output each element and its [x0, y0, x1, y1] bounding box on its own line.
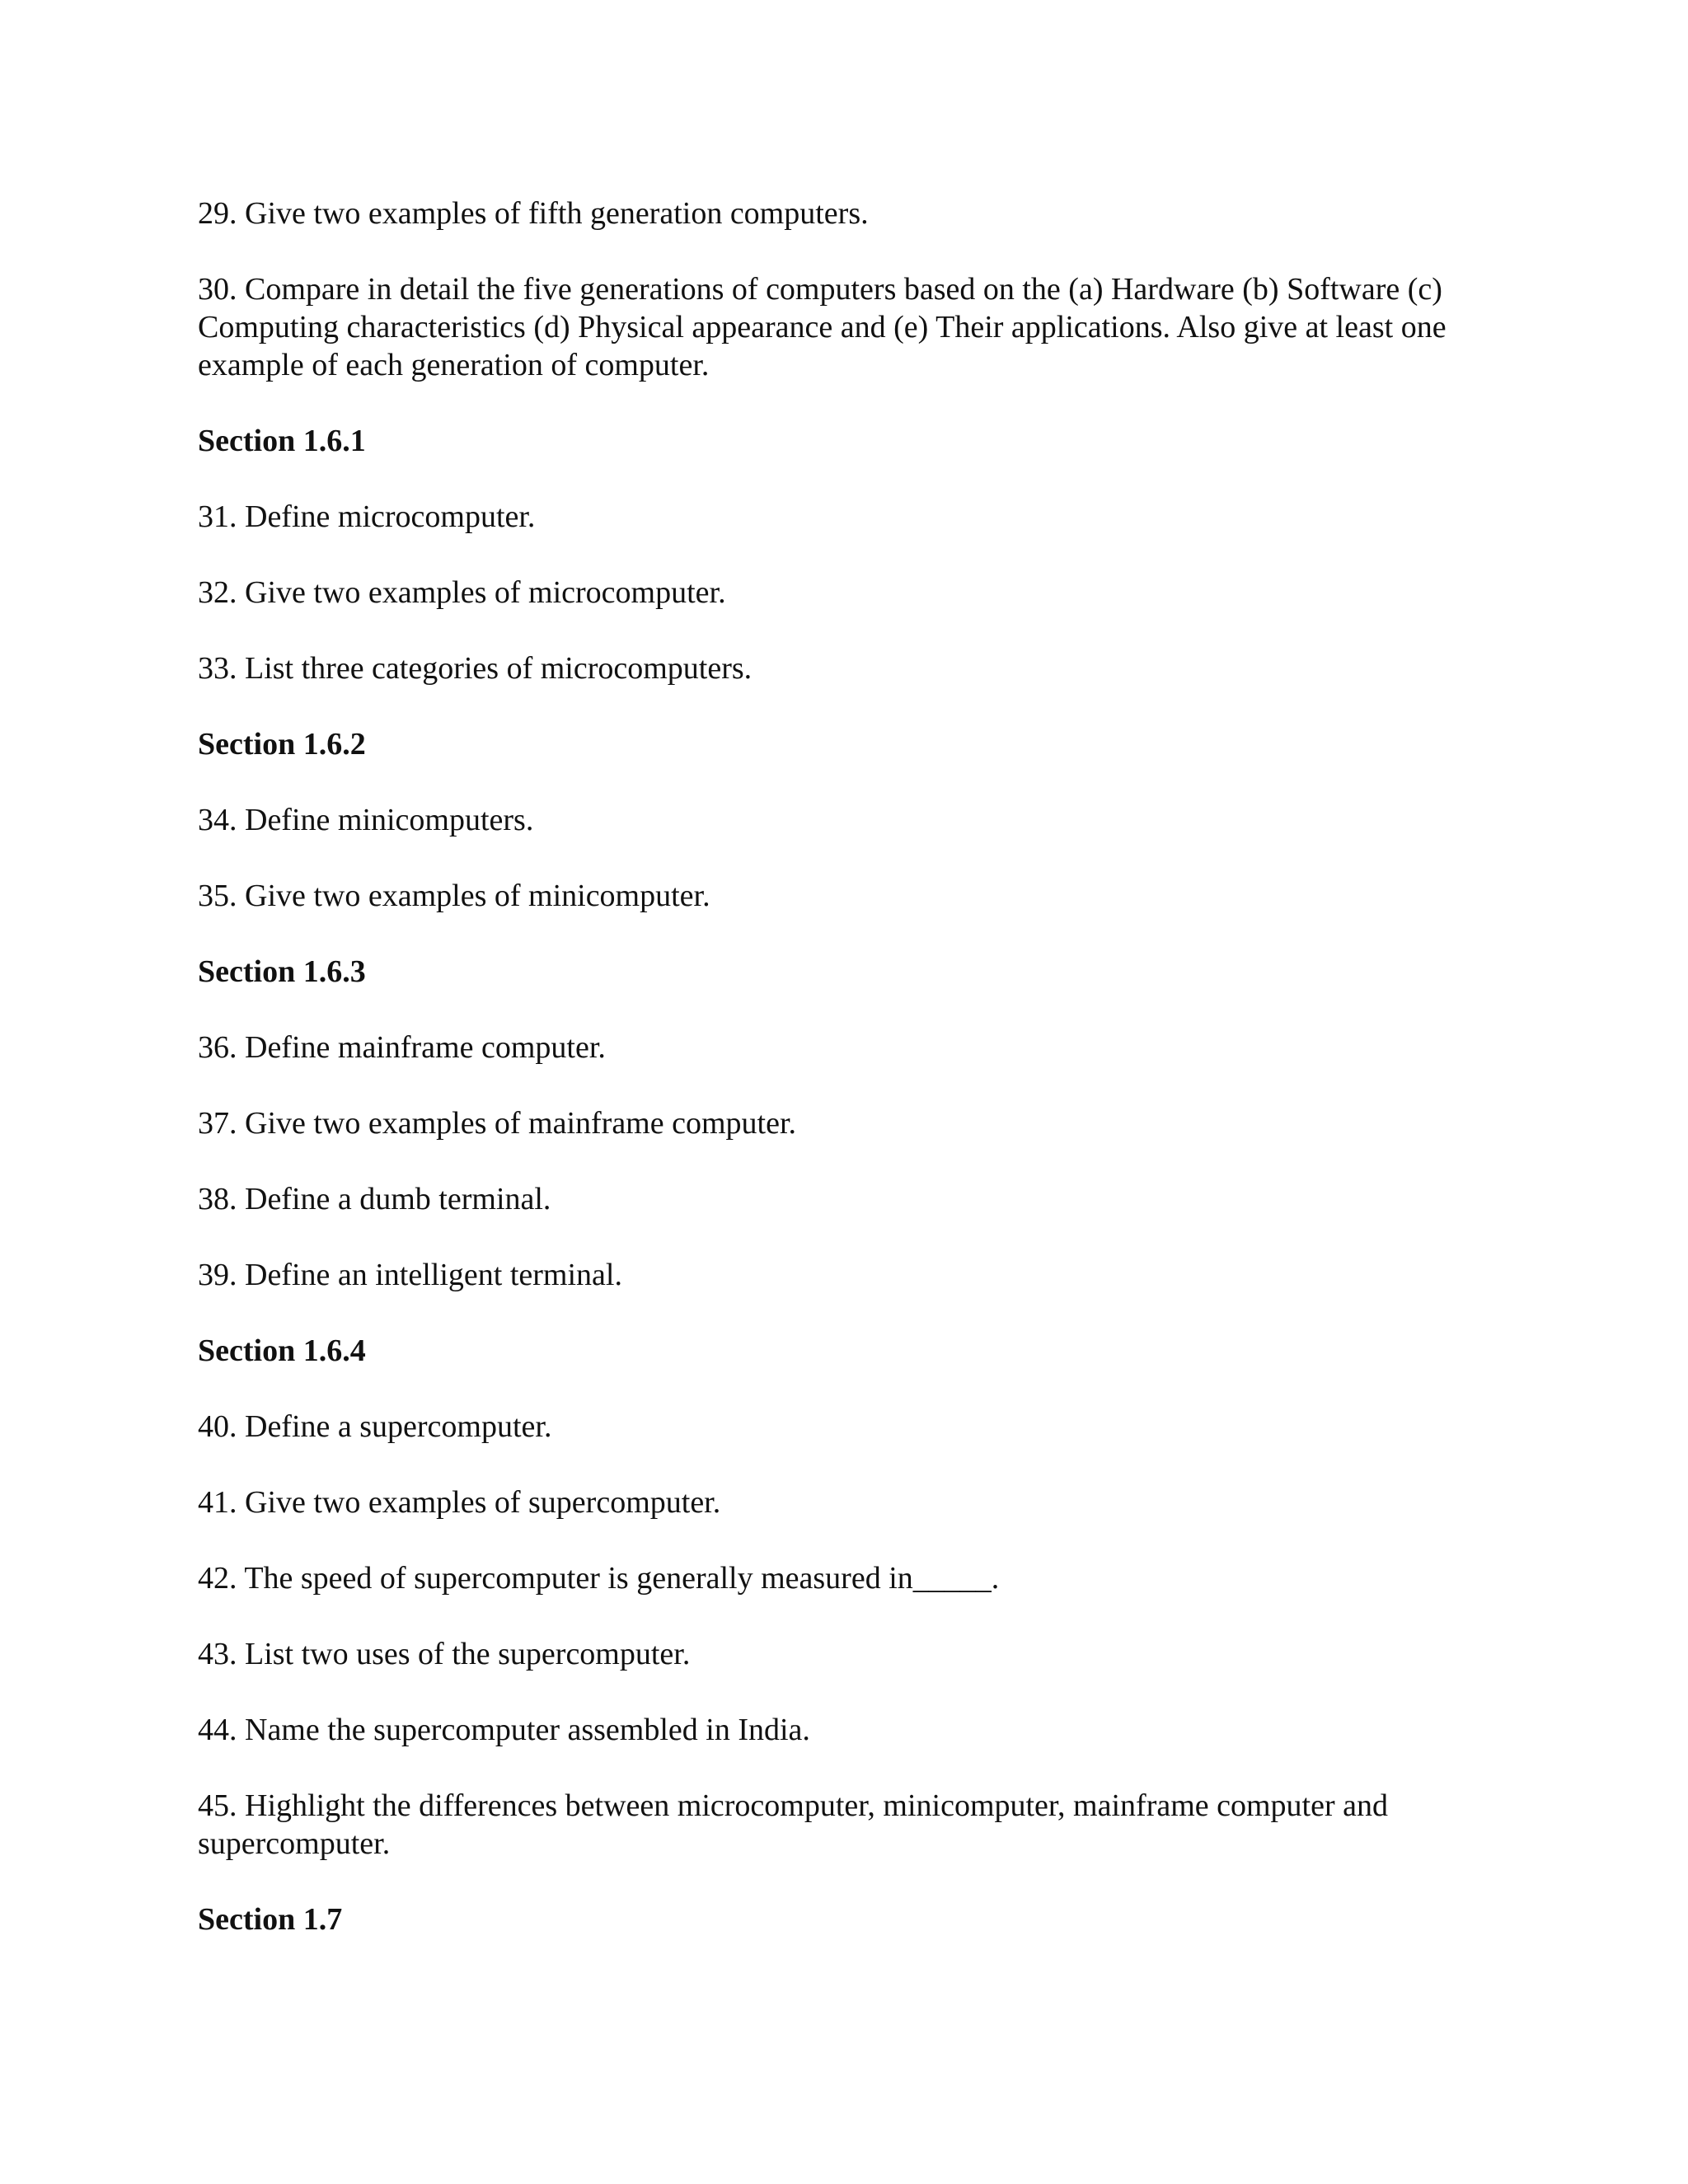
- question-32: 32. Give two examples of microcomputer.: [198, 575, 726, 610]
- question-45: 45. Highlight the differences between microcomputer, minicomputer, mainframe computer and supercomputer.: [198, 1788, 1388, 1861]
- section-heading-1-6-4: Section 1.6.4: [198, 1333, 366, 1368]
- question-39: 39. Define an intelligent terminal.: [198, 1258, 622, 1292]
- question-38: 38. Define a dumb terminal.: [198, 1182, 551, 1216]
- question-29: 29. Give two examples of fifth generation computers.: [198, 196, 869, 231]
- question-31: 31. Define microcomputer.: [198, 499, 536, 534]
- section-heading-1-6-1: Section 1.6.1: [198, 424, 366, 458]
- question-42: 42. The speed of supercomputer is generally measured in_____.: [198, 1561, 1000, 1596]
- question-30: 30. Compare in detail the five generations of computers based on the (a) Hardware (b) Software (c) Computing characteristics (d) Physical appearance and (e) Their applications. Also give at least one example of each generation of computer.: [198, 272, 1447, 382]
- question-35: 35. Give two examples of minicomputer.: [198, 879, 710, 913]
- section-heading-1-7: Section 1.7: [198, 1902, 343, 1937]
- question-44: 44. Name the supercomputer assembled in India.: [198, 1713, 810, 1747]
- question-34: 34. Define minicomputers.: [198, 803, 534, 837]
- question-37: 37. Give two examples of mainframe computer.: [198, 1106, 797, 1141]
- question-41: 41. Give two examples of supercomputer.: [198, 1485, 721, 1520]
- question-33: 33. List three categories of microcomputers.: [198, 651, 753, 686]
- question-36: 36. Define mainframe computer.: [198, 1030, 606, 1065]
- section-heading-1-6-2: Section 1.6.2: [198, 727, 366, 762]
- question-40: 40. Define a supercomputer.: [198, 1409, 552, 1444]
- section-heading-1-6-3: Section 1.6.3: [198, 954, 366, 989]
- question-43: 43. List two uses of the supercomputer.: [198, 1637, 691, 1671]
